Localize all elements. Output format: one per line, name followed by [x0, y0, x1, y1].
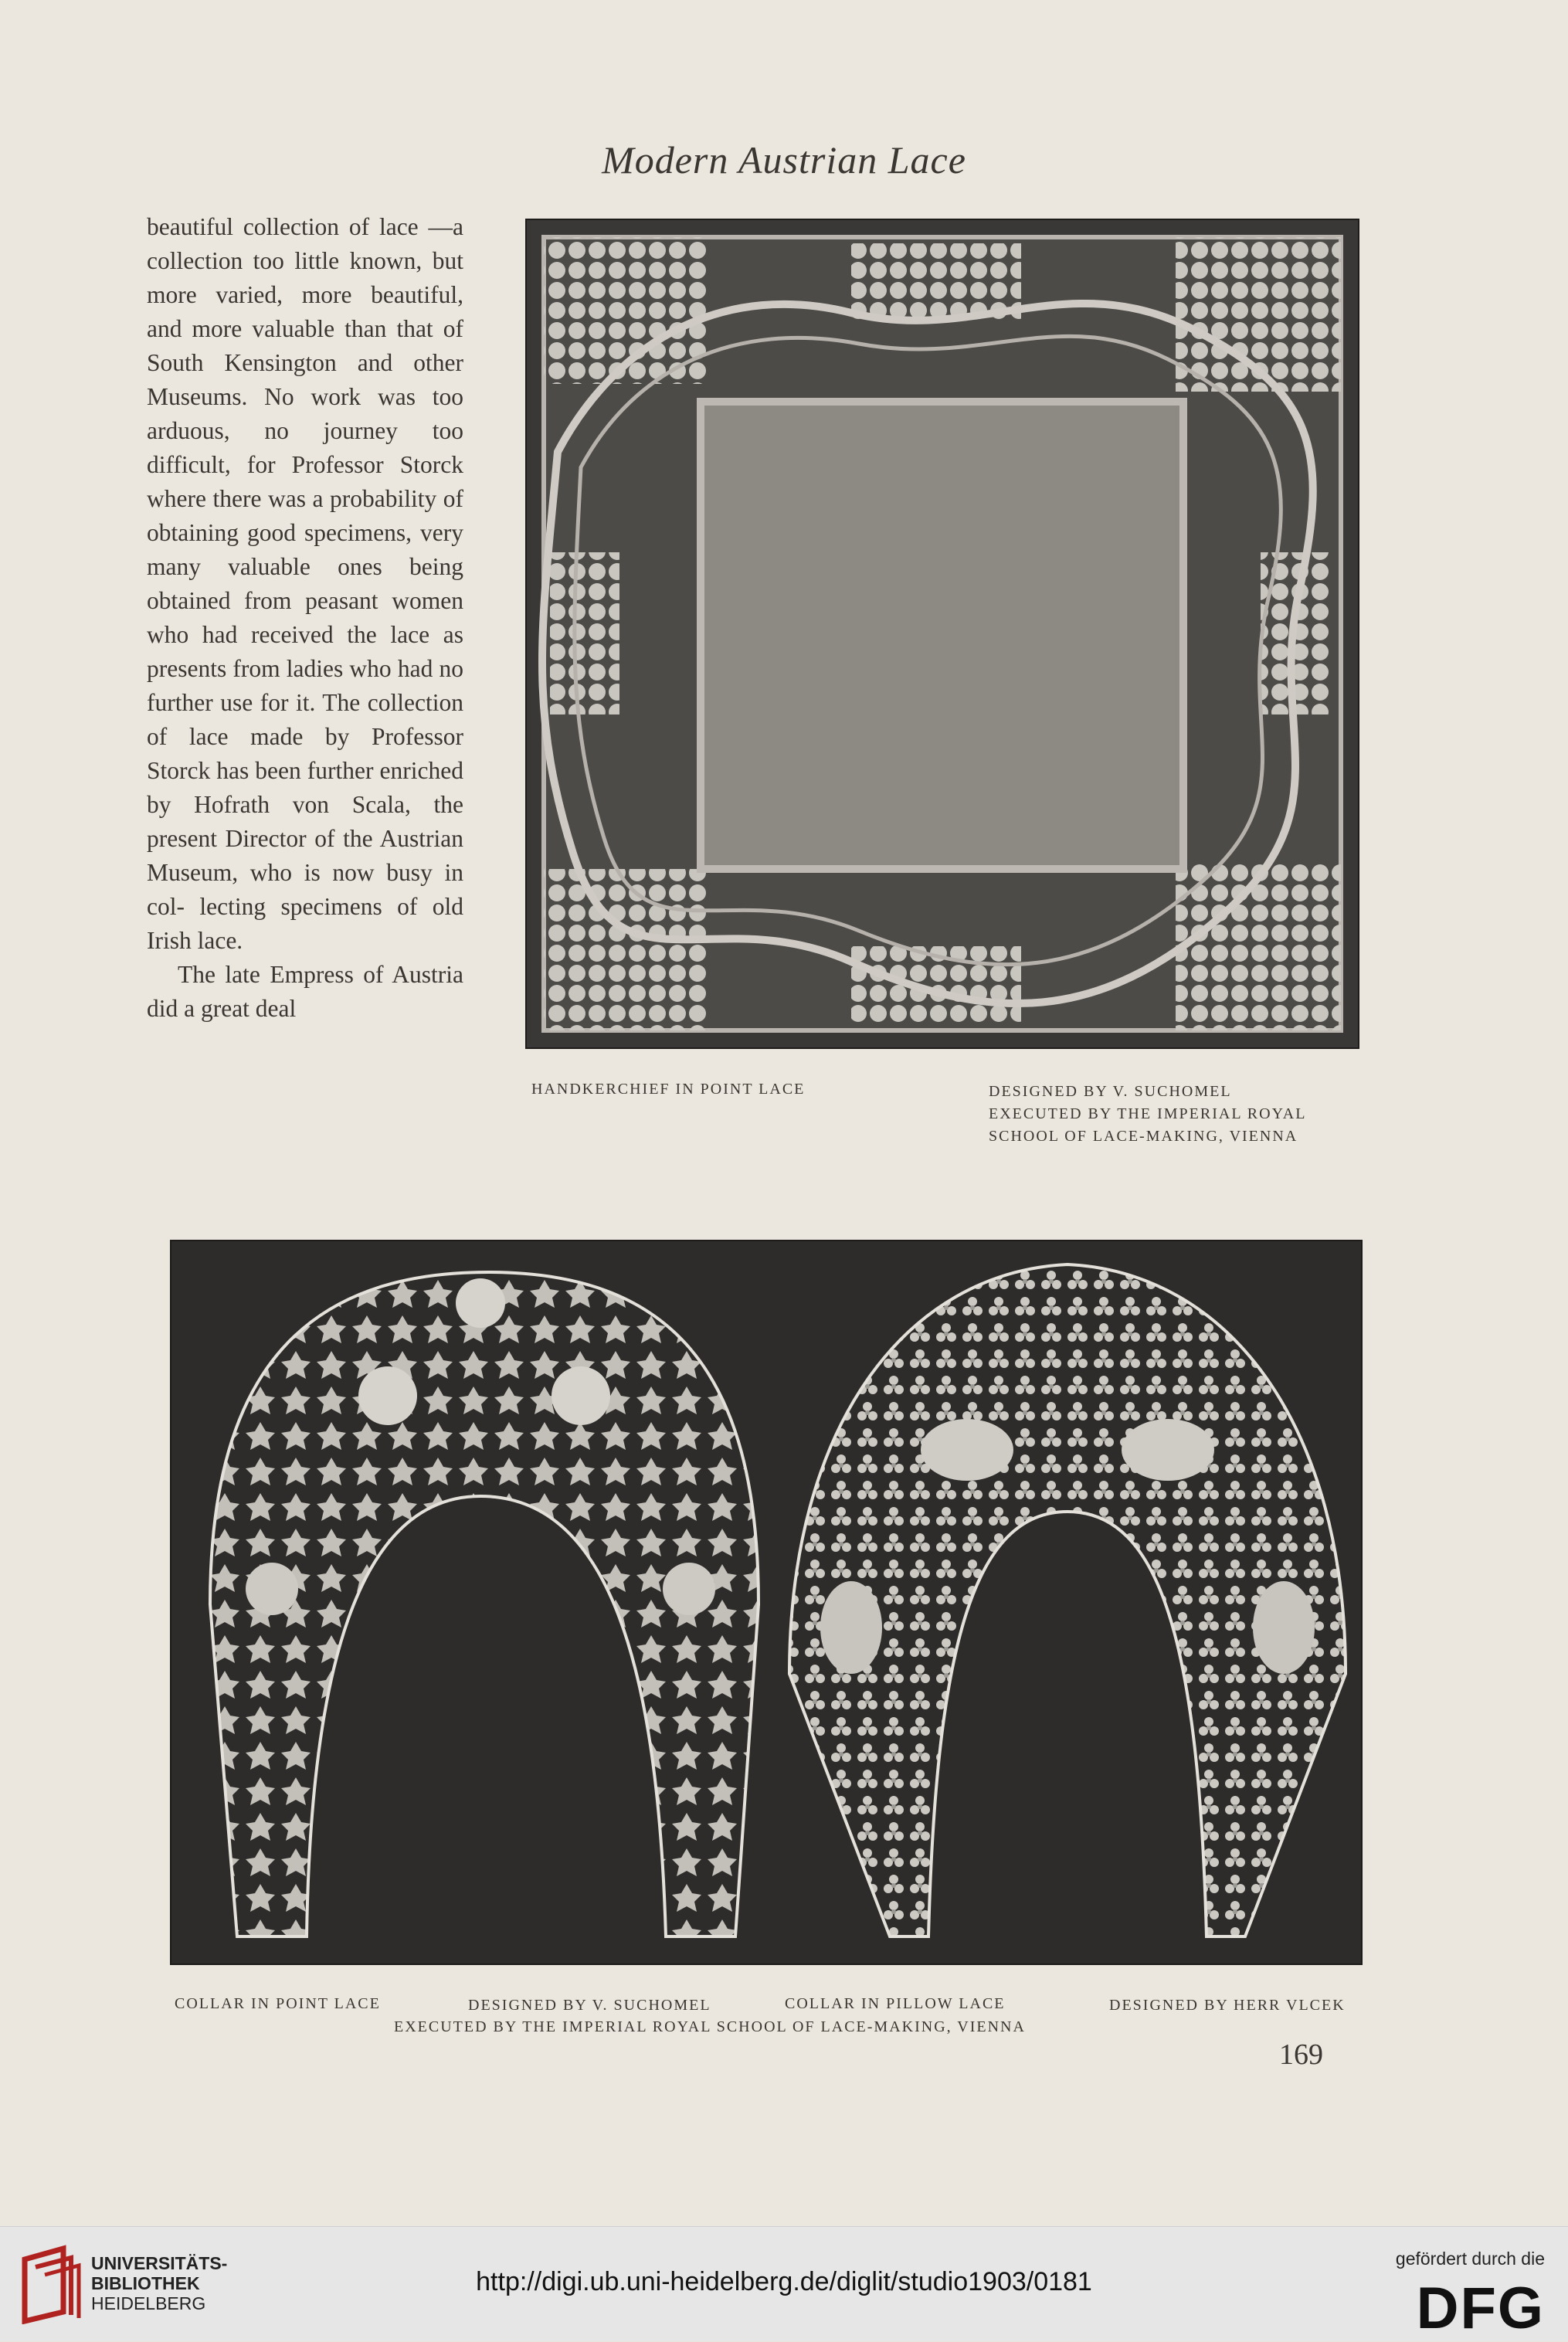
plate-2-caption-3: COLLAR IN PILLOW LACE	[785, 1995, 1006, 2012]
library-line-2: BIBLIOTHEK	[91, 2273, 200, 2293]
paragraph-2: The late Empress of Austria did a great deal	[147, 961, 463, 1022]
plate-2-caption-4: DESIGNED BY HERR VLCEK	[1109, 1997, 1346, 2014]
plate-1-caption-left: HANDKERCHIEF IN POINT LACE	[531, 1081, 806, 1098]
permalink-url[interactable]: http://digi.ub.uni-heidelberg.de/diglit/studio1903/0181	[476, 2267, 1092, 2296]
handkerchief-photo	[525, 219, 1359, 1049]
paragraph-1: beautiful collection of lace —a collection too little known, but more varied, more beautiful, and more valuable than that of South Kensington and other Museums. No work was too arduous, no journey too difficult, for Professor Storck where there was a probability of obtaining good specimens, very many valuable ones being obtained from peasant women who had received the lace as presents from ladies who had no further use for it. The collection of lace made by Professor Storck has been further enriched by Hofrath von Scala, the present Director of the Austrian Museum, who is now busy in col- lecting specimens of old Irish lace.	[147, 213, 463, 954]
collars-photo	[170, 1240, 1363, 1965]
dfg-logo[interactable]: DFG	[1416, 2276, 1545, 2341]
plate-1-caption-right-2: EXECUTED BY THE IMPERIAL ROYAL	[989, 1105, 1307, 1122]
library-line-1: UNIVERSITÄTS-	[91, 2253, 228, 2273]
funded-by-label: gefördert durch die	[1395, 2249, 1545, 2269]
page-number: 169	[1279, 2038, 1323, 2071]
plate-1-caption-right-3: SCHOOL OF LACE-MAKING, VIENNA	[989, 1128, 1298, 1145]
plate-2-caption-1: COLLAR IN POINT LACE	[175, 1995, 381, 2012]
running-title: Modern Austrian Lace	[602, 138, 966, 182]
body-text-column	[147, 210, 463, 1026]
digitization-footer	[0, 2226, 1568, 2341]
plate-2-caption-5: EXECUTED BY THE IMPERIAL ROYAL SCHOOL OF LACE-MAKING, VIENNA	[394, 2018, 1026, 2035]
library-line-3: HEIDELBERG	[91, 2293, 206, 2313]
plate-2-caption-2: DESIGNED BY V. SUCHOMEL	[468, 1997, 711, 2014]
plate-1-caption-right-1: DESIGNED BY V. SUCHOMEL	[989, 1083, 1232, 1100]
